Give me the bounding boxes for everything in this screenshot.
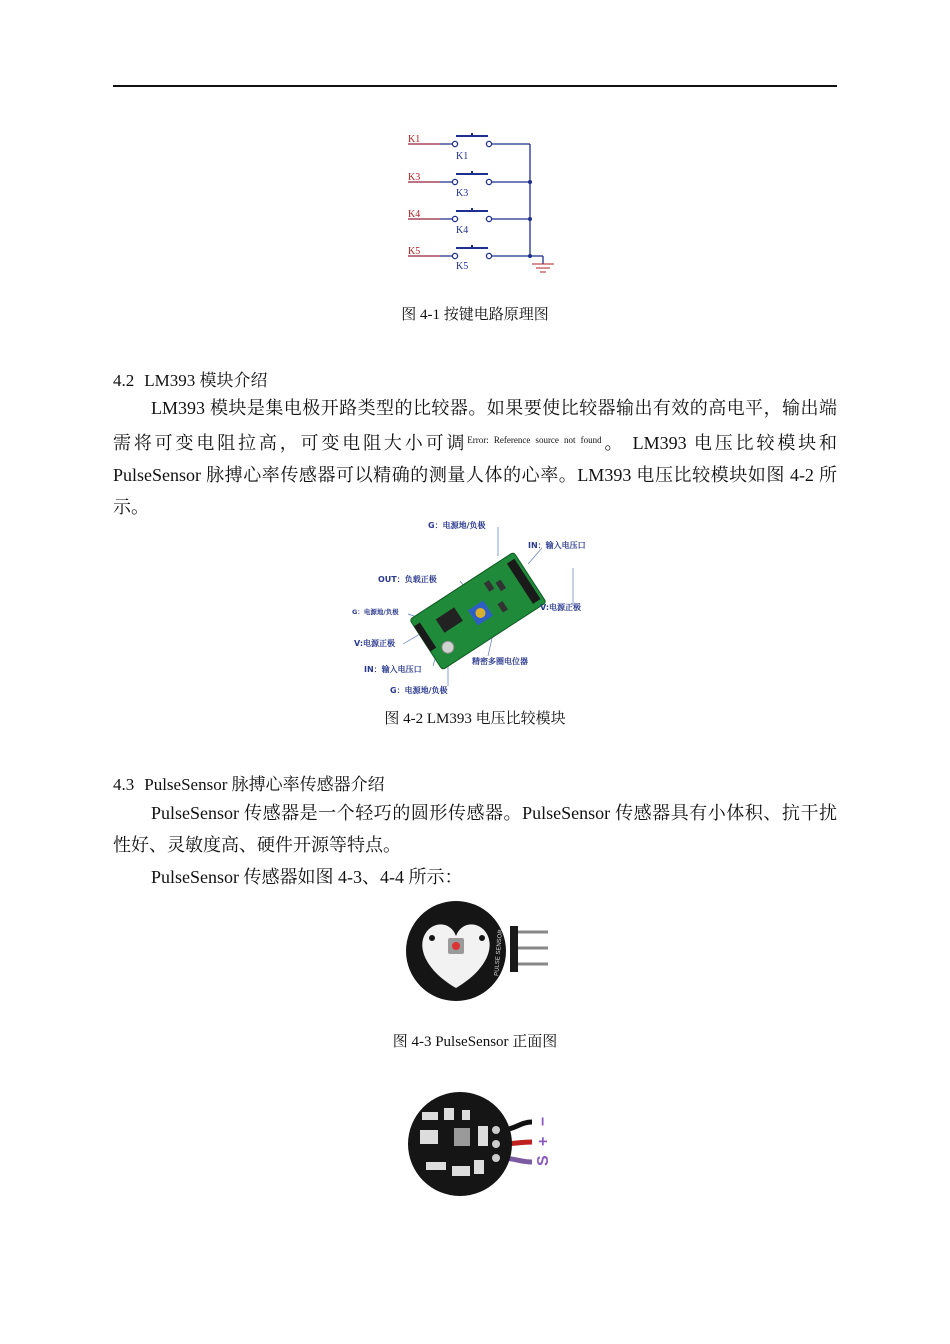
pin-label-signal: S <box>535 1155 552 1166</box>
section-title: PulseSensor 脉搏心率传感器介绍 <box>144 775 385 794</box>
header-rule <box>113 85 837 87</box>
label-v-left: V:电源正极 <box>354 639 396 648</box>
switch-label-k3: K3 <box>456 188 469 199</box>
reference-error: Error: Reference source not found <box>467 435 602 445</box>
section-number: 4.3 <box>113 775 135 794</box>
pin-label-minus: − <box>535 1116 552 1126</box>
label-g-top: G：电源地/负极 <box>428 521 486 530</box>
section-number: 4.2 <box>113 371 135 390</box>
section-4-3-heading <box>113 770 385 795</box>
section-title: LM393 模块介绍 <box>144 371 268 390</box>
section-4-3-paragraph-1 <box>113 797 837 861</box>
label-in-right: IN：输入电压口 <box>528 541 586 550</box>
paragraph-text: LM393 模块是集电极开路类型的比较器。如果要使比较器输出有效的高电平，输出端需将可变电阻拉高，可变电阻大小可调 <box>113 398 837 453</box>
section-4-2-paragraph <box>113 392 837 523</box>
pin-label-plus: + <box>535 1136 552 1146</box>
label-pot: 精密多圈电位器 <box>472 657 528 666</box>
paragraph-text: PulseSensor 传感器是一个轻巧的圆形传感器。PulseSensor 传感器具有小体积、抗干扰性好、灵敏度高、硬件开源等特点。 <box>113 803 837 855</box>
paragraph-text-cont: 。 LM393 电压比较模块和 PulseSensor 脉搏心率传感器可以精确的测量人体的心率。LM393 电压比较模块如图 4-2 所示。 <box>113 433 838 517</box>
figure-4-4-pulsesensor-back <box>400 1086 552 1204</box>
figure-4-1-schematic <box>400 128 560 280</box>
net-label-k5: K5 <box>408 246 421 257</box>
figure-4-2-caption: 图 4-2 LM393 电压比较模块 <box>384 711 566 727</box>
pcb-silkscreen: PULSE SENSOR <box>494 929 505 977</box>
paragraph-text: PulseSensor 传感器如图 4-3、4-4 所示： <box>151 867 463 887</box>
figure-4-1-caption: 图 4-1 按键电路原理图 <box>401 307 549 323</box>
switch-label-k4: K4 <box>456 225 469 236</box>
label-in-left: IN：输入电压口 <box>364 665 422 674</box>
label-out: OUT：负载正极 <box>378 575 437 584</box>
label-g-left: G：电源地/负极 <box>352 608 399 616</box>
net-label-k1: K1 <box>408 134 421 145</box>
figure-4-3-caption: 图 4-3 PulseSensor 正面图 <box>392 1034 558 1050</box>
switch-label-k1: K1 <box>456 151 469 162</box>
figure-4-3-pulsesensor-front <box>402 898 552 1004</box>
switch-label-k5: K5 <box>456 261 469 272</box>
label-g-bottom: G：电源地/负极 <box>390 686 448 695</box>
label-v-right: V:电源正极 <box>540 603 582 612</box>
section-4-3-paragraph-2 <box>113 861 837 893</box>
figure-4-2-lm393-photo <box>348 516 598 700</box>
net-label-k4: K4 <box>408 209 421 220</box>
net-label-k3: K3 <box>408 172 421 183</box>
section-4-2-heading <box>113 366 268 391</box>
